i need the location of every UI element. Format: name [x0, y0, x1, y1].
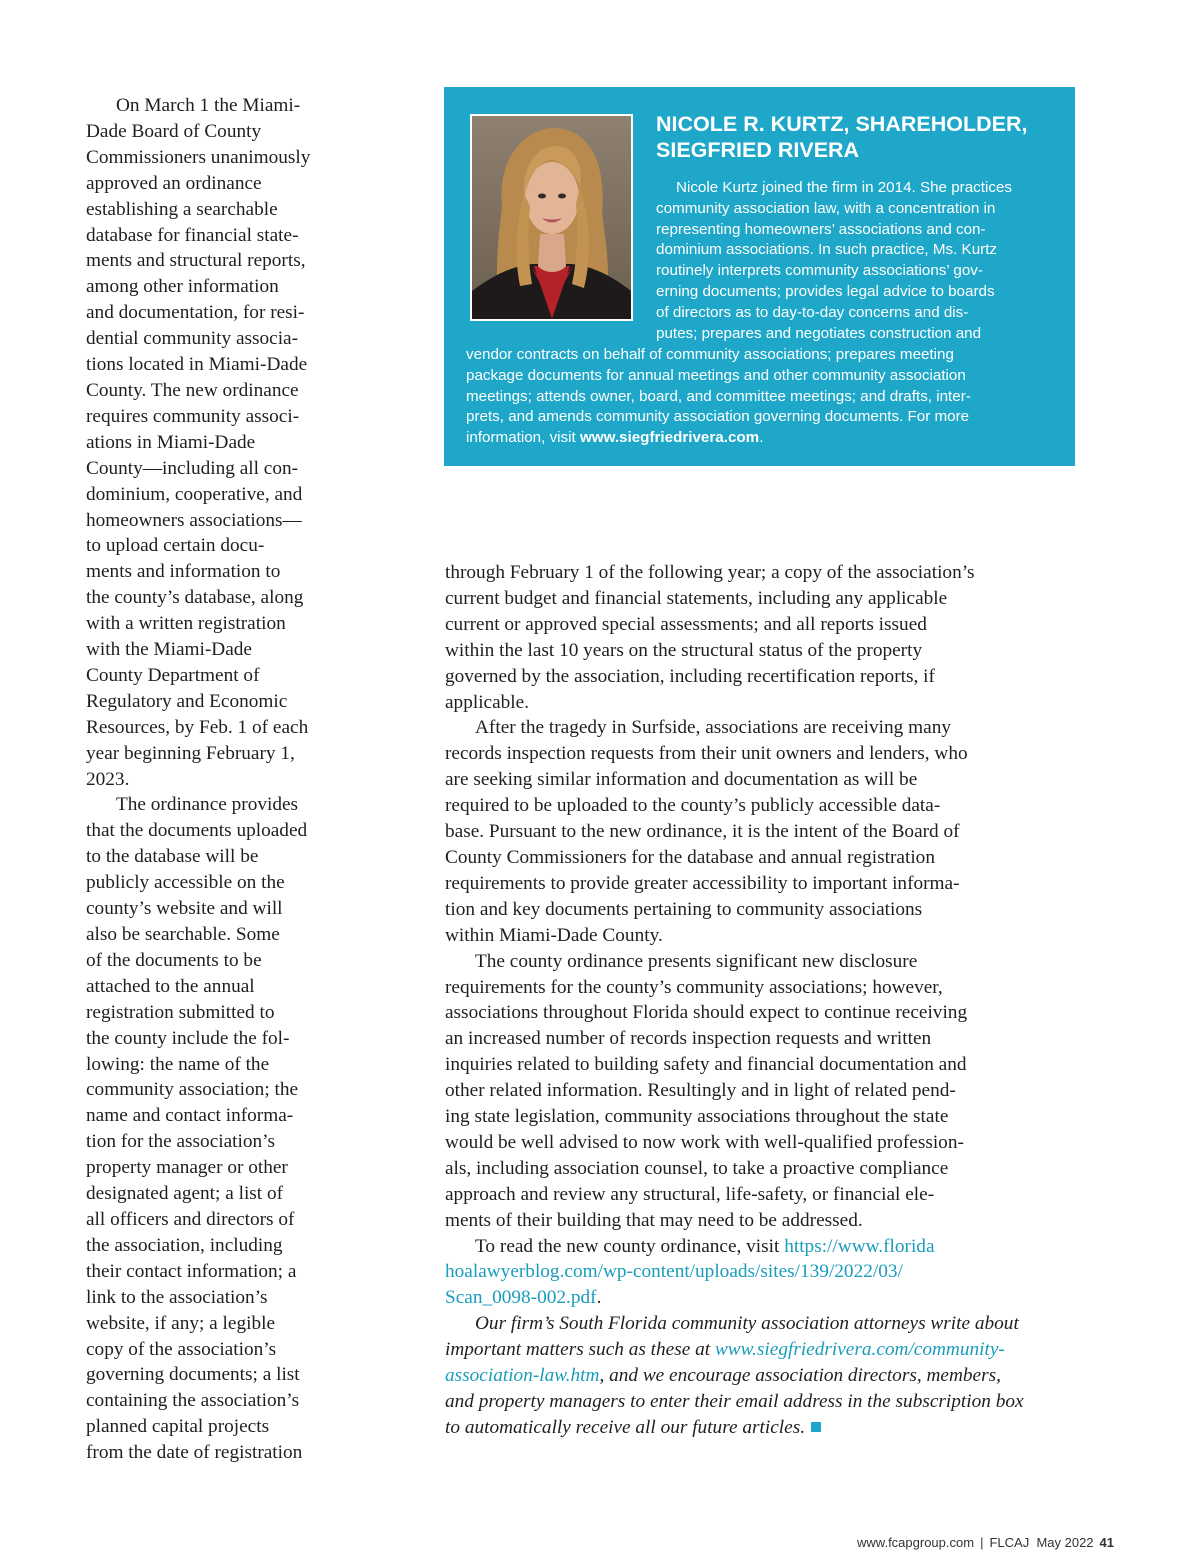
- text-line: ations in Miami-Dade: [86, 431, 256, 453]
- bio-line: package documents for annual meetings and other community association: [466, 366, 966, 384]
- text-line: attached to the annual: [86, 975, 255, 997]
- firm-website-link[interactable]: www.siegfriedrivera.com: [579, 429, 760, 447]
- bio-line: Nicole Kurtz joined the firm in 2014. She practices: [676, 179, 1012, 196]
- text-line: the county’s database, along: [86, 587, 304, 609]
- text-line: governed by the association, including recertification reports, if: [445, 665, 935, 687]
- text-line: current or approved special assessments; and all reports issued: [445, 613, 927, 635]
- text-line: also be searchable. Some: [86, 924, 280, 945]
- bio-line: dominium associations. In such practice, Ms. Kurtz: [656, 241, 998, 259]
- ordinance-link[interactable]: https://www.florida: [784, 1235, 935, 1257]
- text-line: County—including all con-: [86, 457, 299, 479]
- text-line: link to the association’s: [86, 1286, 268, 1308]
- author-name-line: NICOLE R. KURTZ, SHAREHOLDER,: [656, 112, 1028, 136]
- text-line: [445, 1285, 1085, 1311]
- bio-visit-text: information, visit: [466, 429, 580, 447]
- text-line: required to be uploaded to the county’s publicly accessible data-: [445, 795, 941, 817]
- author-photo: [470, 114, 633, 321]
- text-line: Dade Board of County: [86, 120, 262, 142]
- text-line: establishing a searchable: [86, 198, 278, 220]
- main-paragraph-2: [445, 715, 1085, 948]
- text-line: County Department of: [86, 664, 260, 686]
- text-line: community association; the: [86, 1079, 299, 1101]
- text-line: approved an ordinance: [86, 172, 262, 194]
- text-line: requires community associ-: [86, 405, 300, 427]
- text-line: are seeking similar information and documentation as will be: [445, 769, 918, 791]
- text-line: property manager or other: [86, 1157, 288, 1179]
- text-line: [445, 1337, 1085, 1363]
- text-line: publicly accessible on the: [86, 872, 285, 894]
- left-paragraph-1: [86, 93, 354, 792]
- text-line: and property managers to enter their email address in the subscription box: [445, 1391, 1024, 1412]
- text-line: dominium, cooperative, and: [86, 483, 303, 505]
- page-footer: [857, 1535, 1114, 1550]
- text-line: their contact information; a: [86, 1260, 297, 1282]
- text-line: Our firm’s South Florida community association attorneys write about: [475, 1313, 1019, 1335]
- author-firm-line: SIEGFRIED RIVERA: [656, 138, 860, 162]
- text-line: designated agent; a list of: [86, 1183, 284, 1205]
- page-number: 41: [1099, 1535, 1114, 1550]
- text-line: Resources, by Feb. 1 of each: [86, 716, 309, 738]
- bio-line: erning documents; provides legal advice to boards: [656, 282, 995, 300]
- bio-line: putes; prepares and negotiates construction and: [656, 324, 982, 342]
- bio-line: vendor contracts on behalf of community associations; prepares meeting: [466, 346, 954, 363]
- bio-line: of directors as to day-to-day concerns and dis-: [656, 303, 969, 321]
- text-line: that the documents uploaded: [86, 820, 308, 842]
- bio-text-lower: [466, 345, 1066, 449]
- text-line: [445, 1415, 1085, 1441]
- text-line: records inspection requests from their unit owners and lenders, who: [445, 743, 968, 765]
- text-line: the county include the fol-: [86, 1027, 290, 1049]
- text-line: all officers and directors of: [86, 1208, 295, 1230]
- main-paragraph-5: [445, 1311, 1085, 1441]
- text-line: county’s website and will: [86, 898, 283, 920]
- bio-line: community association law, with a concentration in: [656, 199, 996, 217]
- main-column: [445, 560, 1085, 1441]
- author-bio-box: [444, 87, 1075, 466]
- text-line: planned capital projects: [86, 1416, 270, 1438]
- text-line: 2023.: [86, 768, 130, 790]
- text-line: base. Pursuant to the new ordinance, it is the intent of the Board of: [445, 821, 960, 843]
- text-line: and documentation, for resi-: [86, 302, 305, 324]
- portrait-illustration: [472, 116, 631, 319]
- text-line: homeowners associations—: [86, 509, 302, 531]
- main-paragraph-1: [445, 560, 1085, 715]
- ordinance-link[interactable]: hoalawyerblog.com/wp-content/uploads/sites/139/2022/03/: [445, 1261, 903, 1283]
- text-line: County. The new ordinance: [86, 379, 299, 401]
- text-line: to the database will be: [86, 846, 259, 868]
- text-line: an increased number of records inspection requests and written: [445, 1028, 932, 1050]
- text-line: name and contact informa-: [86, 1105, 294, 1127]
- text-line: through February 1 of the following year; a copy of the association’s: [445, 562, 975, 583]
- community-association-law-link[interactable]: www.siegfriedrivera.com/community-: [714, 1339, 1005, 1361]
- text-line: approach and review any structural, life-safety, or financial ele-: [445, 1183, 935, 1205]
- left-column: [86, 93, 354, 1466]
- bio-line: representing homeowners’ associations and con-: [656, 220, 986, 238]
- left-paragraph-2: [86, 792, 354, 1466]
- text-line: ments and structural reports,: [86, 250, 306, 272]
- text-line: containing the association’s: [86, 1390, 300, 1412]
- bio-line: routinely interprets community associations’ gov-: [656, 262, 983, 280]
- text-line: copy of the association’s: [86, 1338, 277, 1360]
- ordinance-prefix: To read the new county ordinance, visit: [475, 1235, 785, 1257]
- text-fragment: to automatically receive all our future articles.: [445, 1416, 806, 1438]
- main-paragraph-3: [445, 949, 1085, 1234]
- text-line: within Miami-Dade County.: [445, 924, 663, 946]
- text-line: inquiries related to building safety and financial documentation and: [445, 1054, 967, 1076]
- text-line: tion and key documents pertaining to community associations: [445, 898, 923, 920]
- text-line: tion for the association’s: [86, 1131, 276, 1153]
- text-line: website, if any; a legible: [86, 1312, 275, 1334]
- text-line: database for financial state-: [86, 224, 299, 246]
- text-fragment: important matters such as these at: [445, 1339, 715, 1361]
- text-line: ing state legislation, community associations throughout the state: [445, 1106, 949, 1128]
- text-fragment: , and we encourage association directors, members,: [599, 1365, 1001, 1387]
- text-line: Regulatory and Economic: [86, 690, 288, 712]
- footer-issue: May 2022: [1036, 1535, 1094, 1550]
- text-line: current budget and financial statements, including any applicable: [445, 587, 948, 609]
- text-line: within the last 10 years on the structural status of the property: [445, 639, 923, 661]
- text-line: with a written registration: [86, 613, 286, 635]
- bio-line: [466, 428, 1066, 449]
- end-of-article-square-icon: [811, 1422, 821, 1432]
- text-line: governing documents; a list: [86, 1364, 300, 1386]
- text-line: The ordinance provides: [116, 794, 299, 816]
- text-line: After the tragedy in Surfside, associations are receiving many: [475, 717, 951, 739]
- bio-text-upper: [656, 178, 1066, 344]
- text-line: registration submitted to: [86, 1001, 275, 1023]
- community-association-law-link[interactable]: association-law.htm: [445, 1365, 600, 1387]
- text-line: On March 1 the Miami-: [116, 95, 301, 116]
- text-line: other related information. Resultingly and in light of related pend-: [445, 1080, 956, 1102]
- text-line: County Commissioners for the database and annual registration: [445, 846, 935, 868]
- bio-line: prets, and amends community association governing documents. For more: [466, 408, 970, 426]
- period: .: [596, 1287, 602, 1309]
- bio-period: .: [759, 429, 764, 447]
- footer-separator: |: [980, 1535, 984, 1550]
- text-line: Commissioners unanimously: [86, 146, 311, 168]
- text-line: ments and information to: [86, 561, 281, 583]
- text-line: dential community associa-: [86, 328, 299, 350]
- bio-line: meetings; attends owner, board, and committee meetings; and drafts, inter-: [466, 387, 971, 405]
- footer-publication: FLCAJ: [989, 1535, 1030, 1550]
- text-line: year beginning February 1,: [86, 742, 295, 764]
- ordinance-link[interactable]: Scan_0098-002.pdf: [445, 1287, 597, 1309]
- text-line: The county ordinance presents significant new disclosure: [475, 950, 918, 972]
- main-paragraph-4: [445, 1234, 1085, 1312]
- text-line: among other information: [86, 276, 279, 298]
- text-line: requirements for the county’s community associations; however,: [445, 976, 943, 998]
- text-line: associations throughout Florida should expect to continue receiving: [445, 1002, 968, 1024]
- text-line: the association, including: [86, 1234, 283, 1256]
- footer-website: www.fcapgroup.com: [857, 1535, 975, 1550]
- text-line: requirements to provide greater accessibility to important informa-: [445, 872, 960, 894]
- text-line: applicable.: [445, 691, 530, 713]
- text-line: from the date of registration: [86, 1442, 303, 1464]
- author-name-heading: [656, 111, 1066, 163]
- text-line: with the Miami-Dade: [86, 639, 252, 661]
- text-line: lowing: the name of the: [86, 1053, 270, 1075]
- text-line: [445, 1363, 1085, 1389]
- text-line: tions located in Miami-Dade: [86, 354, 308, 376]
- text-line: to upload certain docu-: [86, 535, 265, 557]
- text-line: of the documents to be: [86, 949, 262, 971]
- text-line: [445, 1234, 1085, 1260]
- text-line: als, including association counsel, to take a proactive compliance: [445, 1157, 949, 1179]
- text-line: would be well advised to now work with well-qualified profession-: [445, 1131, 964, 1153]
- text-line: ments of their building that may need to be addressed.: [445, 1209, 863, 1231]
